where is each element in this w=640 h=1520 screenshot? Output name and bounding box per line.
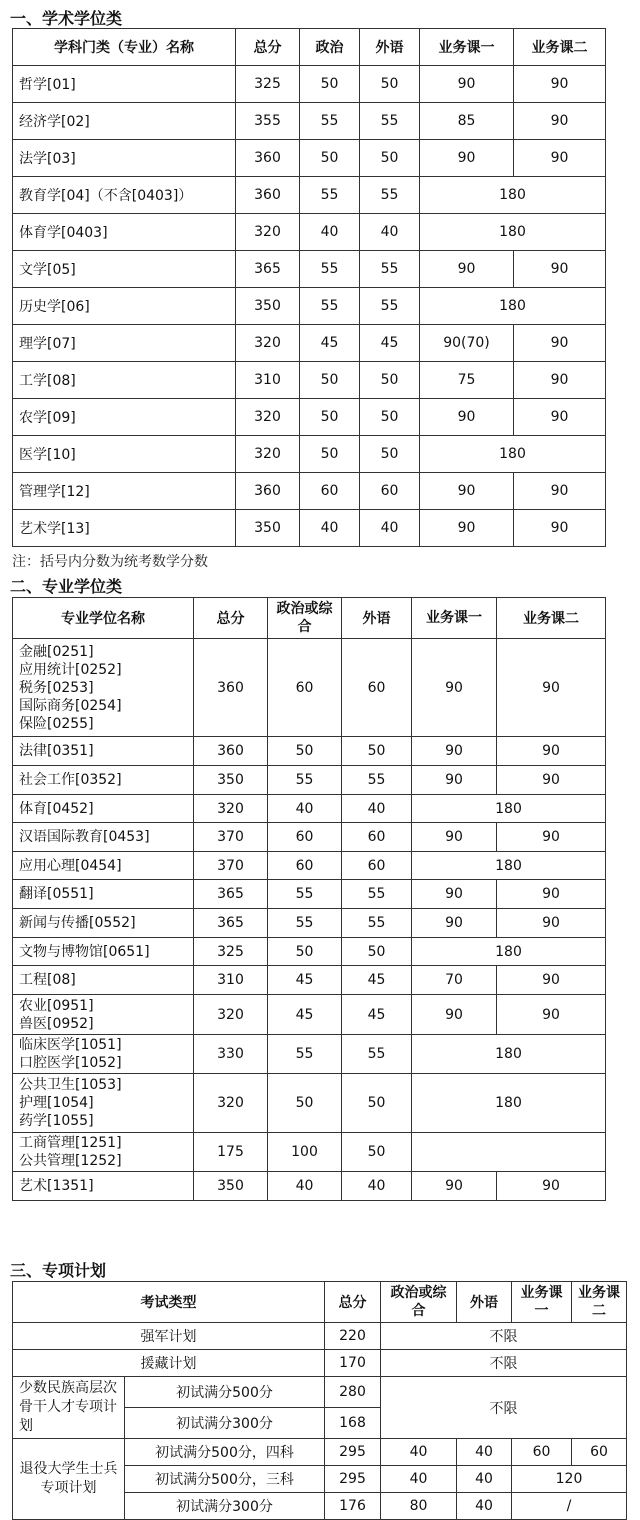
academic-degree-table	[12, 28, 606, 547]
degree-names	[13, 737, 194, 766]
course-2-score: 90	[514, 103, 606, 140]
table-row	[13, 399, 606, 436]
degree-name: 体育[0452]	[19, 800, 94, 817]
degree-name: 应用统计[0252]	[19, 661, 122, 678]
politics-score: 55	[300, 288, 360, 325]
course-1-score: 90	[412, 909, 497, 938]
course-1-score: 85	[420, 103, 514, 140]
plan-yuanzang-total: 170	[325, 1350, 381, 1377]
total-score: 365	[236, 251, 300, 288]
degree-names	[13, 766, 194, 795]
politics-score: 40	[268, 795, 342, 823]
plan-veteran-sub-label: 初试满分500分，三科	[125, 1466, 325, 1493]
degree-name: 法律[0351]	[19, 743, 94, 759]
language-score: 50	[342, 737, 412, 766]
degree-names	[13, 1035, 194, 1074]
language-score: 40	[342, 795, 412, 823]
plan-minority-sub-label: 初试满分500分	[125, 1377, 325, 1408]
politics-score: 55	[300, 103, 360, 140]
header-course-1: 业务课一	[512, 1282, 572, 1323]
courses-combined-score: 180	[412, 938, 606, 966]
language-score: 55	[360, 288, 420, 325]
professional-degree-table	[12, 597, 606, 1201]
politics-score: 45	[300, 325, 360, 362]
course-1-score: 90	[412, 823, 497, 852]
degree-name: 药学[1055]	[19, 1113, 94, 1129]
plan-qiangjun-total: 220	[325, 1323, 381, 1350]
course-1-score: 90	[420, 473, 514, 510]
course-2-score: 90	[514, 325, 606, 362]
special-plan-table	[12, 1281, 627, 1520]
politics-score: 40	[268, 1172, 342, 1201]
total-score: 360	[236, 140, 300, 177]
language-score: 40	[360, 510, 420, 547]
language-score: 50	[342, 1074, 412, 1133]
plan-qiangjun-label: 强军计划	[13, 1323, 325, 1350]
header-subject: 学科门类（专业）名称	[13, 29, 236, 66]
degree-names	[13, 995, 194, 1035]
total-score: 370	[194, 852, 268, 880]
course-2-score: 90	[514, 251, 606, 288]
plan-veteran-sub-total: 176	[325, 1493, 381, 1520]
degree-name: 兽医[0952]	[19, 1015, 94, 1032]
courses-combined-score: 180	[412, 1035, 606, 1074]
course-2-score: 90	[497, 737, 606, 766]
politics-score: 40	[300, 510, 360, 547]
politics-score: 60	[268, 639, 342, 737]
politics-score: 50	[300, 399, 360, 436]
plan-veteran-sub-language: 40	[457, 1439, 512, 1466]
courses-combined-score: 180	[420, 288, 606, 325]
language-score: 50	[360, 140, 420, 177]
table-row	[13, 251, 606, 288]
header-politics-or-comprehensive: 政治或综合	[268, 598, 342, 639]
politics-score: 45	[268, 966, 342, 995]
politics-score: 55	[300, 251, 360, 288]
total-score: 320	[194, 995, 268, 1035]
language-score: 55	[342, 766, 412, 795]
politics-score: 50	[300, 66, 360, 103]
language-score: 55	[360, 251, 420, 288]
language-score: 55	[342, 1035, 412, 1074]
total-score: 325	[194, 938, 268, 966]
subject-name: 文学[05]	[13, 251, 236, 288]
degree-name: 文物与博物馆[0651]	[19, 943, 150, 960]
course-2-score: 90	[497, 966, 606, 995]
course-2-score: 90	[497, 1172, 606, 1201]
header-exam-type: 考试类型	[13, 1282, 325, 1323]
subject-name: 历史学[06]	[13, 288, 236, 325]
courses-combined-score: 180	[412, 1074, 606, 1133]
degree-name: 临床医学[1051]	[19, 1037, 122, 1053]
politics-score: 40	[300, 214, 360, 251]
courses-combined-score	[412, 1133, 606, 1172]
course-2-score: 90	[497, 639, 606, 737]
total-score: 325	[236, 66, 300, 103]
total-score: 360	[194, 639, 268, 737]
course-1-score: 90	[420, 140, 514, 177]
degree-name: 国际商务[0254]	[19, 697, 122, 714]
subject-name: 教育学[04]（不含[0403]）	[13, 177, 236, 214]
course-2-score: 90	[514, 362, 606, 399]
plan-veteran-sub-politics: 80	[381, 1493, 457, 1520]
course-1-score: 90	[412, 880, 497, 909]
subject-name: 法学[03]	[13, 140, 236, 177]
plan-veteran-sub-politics: 40	[381, 1466, 457, 1493]
table-row	[13, 140, 606, 177]
degree-names	[13, 880, 194, 909]
plan-veteran-sub-total: 295	[325, 1439, 381, 1466]
politics-score: 60	[300, 473, 360, 510]
degree-names	[13, 852, 194, 880]
subject-name: 艺术学[13]	[13, 510, 236, 547]
header-degree-name: 专业学位名称	[13, 598, 194, 639]
subject-name: 体育学[0403]	[13, 214, 236, 251]
language-score: 50	[360, 436, 420, 473]
language-score: 45	[342, 995, 412, 1035]
course-2-score: 90	[497, 823, 606, 852]
table-row	[13, 1035, 606, 1074]
degree-names	[13, 795, 194, 823]
language-score: 50	[360, 66, 420, 103]
section-2-title: 二、专业学位类	[10, 577, 123, 596]
total-score: 365	[194, 909, 268, 938]
table-row	[13, 66, 606, 103]
table-row	[13, 995, 606, 1035]
total-score: 320	[236, 436, 300, 473]
degree-name: 公共卫生[1053]	[19, 1077, 122, 1093]
plan-veteran-sub-course-2: 60	[572, 1439, 627, 1466]
total-score: 320	[236, 399, 300, 436]
total-score: 320	[236, 325, 300, 362]
subject-name: 农学[09]	[13, 399, 236, 436]
table-row	[13, 795, 606, 823]
table-row	[13, 1074, 606, 1133]
course-1-score: 90	[420, 66, 514, 103]
table-row	[13, 1172, 606, 1201]
degree-name: 工商管理[1251]	[19, 1135, 122, 1151]
degree-name: 翻译[0551]	[19, 886, 94, 902]
subject-name: 管理学[12]	[13, 473, 236, 510]
header-language: 外语	[342, 598, 412, 639]
plan-veteran-sub-label: 初试满分300分	[125, 1493, 325, 1520]
politics-score: 60	[268, 823, 342, 852]
courses-combined-score: 180	[420, 214, 606, 251]
degree-name: 新闻与传播[0552]	[19, 915, 136, 931]
course-2-score: 90	[514, 66, 606, 103]
politics-score: 50	[300, 362, 360, 399]
course-2-score: 90	[514, 510, 606, 547]
plan-veteran-sub-courses: 120	[512, 1466, 627, 1493]
degree-name: 汉语国际教育[0453]	[19, 829, 150, 845]
table-row	[13, 909, 606, 938]
plan-minority-sub-total: 168	[325, 1408, 381, 1439]
politics-score: 55	[268, 1035, 342, 1074]
course-2-score: 90	[497, 766, 606, 795]
language-score: 45	[360, 325, 420, 362]
table-row	[13, 177, 606, 214]
degree-names	[13, 1172, 194, 1201]
degree-name: 社会工作[0352]	[19, 772, 122, 788]
language-score: 60	[360, 473, 420, 510]
degree-names	[13, 1133, 194, 1172]
subject-name: 经济学[02]	[13, 103, 236, 140]
degree-names	[13, 823, 194, 852]
degree-name: 护理[1054]	[19, 1095, 94, 1111]
course-1-score: 90	[412, 1172, 497, 1201]
degree-name: 艺术[1351]	[19, 1178, 94, 1194]
politics-score: 50	[300, 436, 360, 473]
header-language: 外语	[457, 1282, 512, 1323]
plan-veteran-label: 退役大学生士兵专项计划	[13, 1439, 125, 1520]
plan-veteran-sub-courses: /	[512, 1493, 627, 1520]
course-1-score: 90	[420, 510, 514, 547]
courses-combined-score: 180	[412, 795, 606, 823]
subject-name: 哲学[01]	[13, 66, 236, 103]
table-row	[13, 766, 606, 795]
degree-name: 保险[0255]	[19, 715, 94, 732]
degree-name: 税务[0253]	[19, 679, 94, 696]
table-row	[13, 510, 606, 547]
language-score: 55	[342, 909, 412, 938]
courses-combined-score: 180	[420, 177, 606, 214]
table-row	[13, 880, 606, 909]
total-score: 350	[236, 288, 300, 325]
plan-veteran-sub-total: 295	[325, 1466, 381, 1493]
section-1-title: 一、学术学位类	[10, 9, 123, 28]
language-score: 40	[360, 214, 420, 251]
politics-score: 50	[268, 938, 342, 966]
language-score: 50	[342, 1133, 412, 1172]
politics-score: 50	[268, 1074, 342, 1133]
total-score: 365	[194, 880, 268, 909]
section-3-title: 三、专项计划	[10, 1261, 107, 1280]
course-1-score: 70	[412, 966, 497, 995]
degree-names	[13, 1074, 194, 1133]
header-language: 外语	[360, 29, 420, 66]
courses-combined-score: 180	[420, 436, 606, 473]
course-1-score: 90	[412, 737, 497, 766]
plan-yuanzang-label: 援藏计划	[13, 1350, 325, 1377]
course-2-score: 90	[514, 399, 606, 436]
degree-names	[13, 966, 194, 995]
table-row	[13, 288, 606, 325]
degree-name: 金融[0251]	[19, 643, 94, 660]
total-score: 310	[236, 362, 300, 399]
plan-minority-rest: 不限	[381, 1377, 627, 1439]
footnote: 注：括号内分数为统考数学分数	[12, 554, 208, 570]
total-score: 330	[194, 1035, 268, 1074]
header-course-1: 业务课一	[412, 598, 497, 639]
degree-name: 口腔医学[1052]	[19, 1055, 122, 1071]
table-row	[13, 639, 606, 737]
courses-combined-score: 180	[412, 852, 606, 880]
plan-veteran-sub-label: 初试满分500分，四科	[125, 1439, 325, 1466]
degree-names	[13, 909, 194, 938]
politics-score: 55	[300, 177, 360, 214]
table-row	[13, 436, 606, 473]
degree-names	[13, 639, 194, 737]
course-1-score: 90	[412, 995, 497, 1035]
politics-score: 100	[268, 1133, 342, 1172]
plan-qiangjun-rest: 不限	[381, 1323, 627, 1350]
language-score: 40	[342, 1172, 412, 1201]
course-2-score: 90	[497, 880, 606, 909]
language-score: 50	[360, 399, 420, 436]
table-row	[13, 823, 606, 852]
language-score: 55	[360, 103, 420, 140]
total-score: 350	[194, 766, 268, 795]
table-row	[13, 1133, 606, 1172]
total-score: 360	[194, 737, 268, 766]
language-score: 55	[360, 177, 420, 214]
total-score: 360	[236, 177, 300, 214]
plan-minority-sub-label: 初试满分300分	[125, 1408, 325, 1439]
table-row	[13, 473, 606, 510]
total-score: 370	[194, 823, 268, 852]
table-row	[13, 362, 606, 399]
degree-name: 应用心理[0454]	[19, 857, 122, 874]
table-row	[13, 737, 606, 766]
plan-veteran-sub-language: 40	[457, 1466, 512, 1493]
total-score: 320	[194, 1074, 268, 1133]
table-row	[13, 966, 606, 995]
header-course-2: 业务课二	[572, 1282, 627, 1323]
politics-score: 45	[268, 995, 342, 1035]
header-total: 总分	[236, 29, 300, 66]
course-1-score: 90	[420, 251, 514, 288]
course-2-score: 90	[497, 909, 606, 938]
course-1-score: 90	[412, 639, 497, 737]
politics-score: 50	[300, 140, 360, 177]
plan-veteran-sub-language: 40	[457, 1493, 512, 1520]
politics-score: 55	[268, 880, 342, 909]
politics-score: 60	[268, 852, 342, 880]
total-score: 320	[194, 795, 268, 823]
politics-score: 55	[268, 766, 342, 795]
course-1-score: 90	[420, 399, 514, 436]
total-score: 350	[236, 510, 300, 547]
politics-score: 55	[268, 909, 342, 938]
header-politics: 政治	[300, 29, 360, 66]
total-score: 360	[236, 473, 300, 510]
total-score: 310	[194, 966, 268, 995]
table-row	[13, 852, 606, 880]
header-politics-or-comprehensive: 政治或综合	[381, 1282, 457, 1323]
subject-name: 理学[07]	[13, 325, 236, 362]
plan-yuanzang-rest: 不限	[381, 1350, 627, 1377]
plan-veteran-sub-politics: 40	[381, 1439, 457, 1466]
subject-name: 医学[10]	[13, 436, 236, 473]
course-2-score: 90	[497, 995, 606, 1035]
table-row	[13, 103, 606, 140]
degree-name: 农业[0951]	[19, 997, 94, 1014]
header-course-2: 业务课二	[514, 29, 606, 66]
degree-name: 工程[08]	[19, 972, 76, 988]
language-score: 50	[342, 938, 412, 966]
subject-name: 工学[08]	[13, 362, 236, 399]
header-total: 总分	[325, 1282, 381, 1323]
course-1-score: 90(70)	[420, 325, 514, 362]
course-2-score: 90	[514, 473, 606, 510]
total-score: 350	[194, 1172, 268, 1201]
plan-minority-sub-total: 280	[325, 1377, 381, 1408]
total-score: 320	[236, 214, 300, 251]
language-score: 60	[342, 852, 412, 880]
table-row	[13, 325, 606, 362]
language-score: 50	[360, 362, 420, 399]
degree-name: 公共管理[1252]	[19, 1153, 122, 1169]
plan-minority-label: 少数民族高层次骨干人才专项计划	[13, 1377, 125, 1439]
total-score: 175	[194, 1133, 268, 1172]
header-course-1: 业务课一	[420, 29, 514, 66]
language-score: 45	[342, 966, 412, 995]
language-score: 60	[342, 823, 412, 852]
table-row	[13, 938, 606, 966]
total-score: 355	[236, 103, 300, 140]
course-1-score: 75	[420, 362, 514, 399]
course-2-score: 90	[514, 140, 606, 177]
politics-score: 50	[268, 737, 342, 766]
language-score: 55	[342, 880, 412, 909]
header-course-2: 业务课二	[497, 598, 606, 639]
degree-names	[13, 938, 194, 966]
language-score: 60	[342, 639, 412, 737]
header-total: 总分	[194, 598, 268, 639]
course-1-score: 90	[412, 766, 497, 795]
plan-veteran-sub-course-1: 60	[512, 1439, 572, 1466]
table-row	[13, 214, 606, 251]
